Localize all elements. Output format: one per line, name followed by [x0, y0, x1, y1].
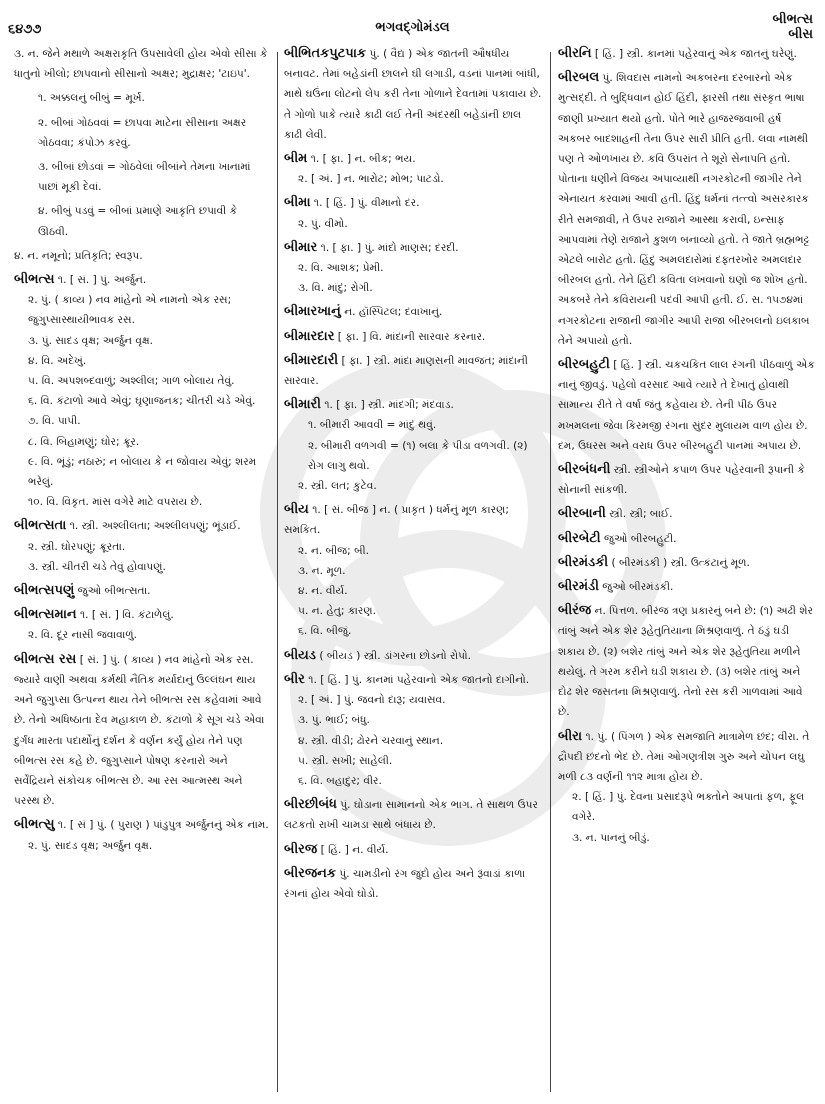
definition-text: ૧. [ સં. ] વિ. કંટાળેલું.	[79, 609, 174, 622]
entry-first-line	[284, 302, 542, 322]
definition-text: [ હિં. ] સ્ત્રી. ચકચકિત લાલ રંગની પીઠવાળું એક નાનું જીવડું. પહેલો વરસાદ આવે ત્યારે તે દેખાતું હોવાથી સામાન્ય રીતે તે વર્ષા જંતુ કહેવાય છે. તેની પીઠ ઉપર મખમલના જેવા કિરમજી રંગના સુંદર મુલાયમ વાળ હોય છે. દમ, ઉધરસ અને વરાધ ઉપર બીરબહુટી પાનમાં અપાય છે.	[558, 359, 815, 452]
definition-text: ૪. ન. નમૂનો; પ્રતિકૃતિ; સ્વરૂપ.	[14, 249, 143, 262]
entry-first-line	[558, 44, 816, 64]
column-3	[558, 44, 816, 1098]
numbered-sense: ૨. પું. સાદડ વૃક્ષ; અર્જુન વૃક્ષ.	[28, 839, 153, 852]
headword: બીભત્સુ	[14, 817, 55, 833]
definition-text: પું. ચામડીનો રંગ જુદો હોય અને રૂંવાડાં કાળા રંગનાં હોય એવો ઘોડો.	[284, 867, 526, 900]
entry-first-line	[284, 500, 542, 540]
entry-first-line	[14, 246, 270, 266]
numbered-sense: ૪. સ્ત્રી. વીડી; ઢોરને ચરવાનું સ્થાન.	[298, 734, 444, 747]
dictionary-entry	[14, 157, 270, 197]
page-number: ૬૪૭૭	[8, 22, 42, 37]
definition-text: પું. ( વૈદ્ય ) એક જાતની ઔષધીય બનાવટ. તેમાં બહેડાંની છાલને ઘી લગાડી, વડનાં પાનમાં બાંધી, માથે ઘઉંના લોટનો લેપ કરી તેના ગોળાને દેવતામાં પકાવાય છે. તે ગોળો પાકે ત્યારે કાઢી લઈ તેની અંદરથી બહેડાંની છાલ કાઢી લેવી.	[284, 48, 542, 141]
dictionary-entry	[284, 302, 542, 322]
entry-first-line	[284, 864, 542, 904]
dictionary-entry	[284, 149, 542, 189]
entry-first-line	[14, 650, 270, 812]
definition-text: જુઓ બીરમંડકી.	[602, 581, 674, 594]
numbered-sense: ૩. પું. સાદડ વૃક્ષ; અર્જુન વૃક્ષ.	[28, 334, 154, 347]
definition-text: પું. ઘોડાના સામાનનો એક ભાગ. તે સાથળ ઉપર લટકતો રાખી ચામડા સાથે બંધાય છે.	[284, 799, 539, 832]
page-header	[0, 0, 825, 42]
numbered-sense: ૩. ન. મૂળ.	[298, 564, 346, 577]
dictionary-entry	[284, 646, 542, 666]
dictionary-entry	[284, 840, 542, 860]
entry-first-line	[14, 815, 270, 835]
numbered-sense: ૨. વિ. દૂર નાસી જવાવાળું.	[28, 629, 137, 642]
column-1	[14, 44, 270, 1098]
headword: બીરમંડી	[558, 579, 599, 595]
dictionary-entry	[558, 460, 816, 500]
dictionary-entry	[558, 68, 816, 351]
numbered-sense: ૯. વિ. ભૂંડું; નઠારું; ન બોલાય કે ન જોવાય એવું; શરમ ભરેલું.	[28, 455, 257, 489]
dictionary-entry	[14, 88, 270, 108]
numbered-sense: ૩. વિ. માંદું; રોગી.	[298, 282, 373, 295]
dictionary-entry	[284, 500, 542, 641]
numbered-sense: ૬. વિ. બીજું.	[298, 625, 352, 638]
definition-text: સ્ત્રી. સ્ત્રી; બાઈ.	[609, 508, 673, 521]
headword: બીભત્સ	[14, 272, 55, 288]
headword: બીભત્સતા	[14, 518, 67, 534]
numbered-sense: ૭. વિ. પાપી.	[28, 415, 81, 428]
numbered-sense: ૫. સ્ત્રી. સખી; સાહેલી.	[298, 754, 393, 767]
entry-first-line	[284, 646, 542, 666]
entry-first-line	[284, 193, 542, 213]
entry-first-line	[14, 157, 270, 197]
numbered-sense: ૨. [ અં. ] ન. ભારોટ; મોભ; પાટડો.	[298, 173, 444, 186]
definition-text: [ ફા. ] વિ. માંદાની સારવાર કરનાર.	[337, 330, 486, 343]
definition-text: ૩. ન. જેને મથાળે અક્ષરાકૃતિ ઉપસાવેલી હોય એવો સીસા કે ધાતુનો ખીલો; છાપવાનો સીસાનો અક્ષર; મુદ્રાક્ષર; 'ટાઇપ'.	[14, 48, 268, 81]
headword: બીરજ	[284, 841, 318, 857]
numbered-sense: ૬. વિ. બહાદુર; વીર.	[298, 774, 382, 787]
entry-first-line	[14, 516, 270, 536]
dictionary-entry	[284, 327, 542, 347]
dictionary-entry	[14, 650, 270, 812]
dictionary-entry	[558, 504, 816, 524]
column-divider	[550, 52, 551, 1092]
dictionary-entry	[14, 516, 270, 577]
dictionary-entry	[558, 601, 816, 722]
numbered-sense: ૨. સ્ત્રી. લત; કુટેવ.	[298, 480, 377, 493]
dictionary-entry	[558, 577, 816, 597]
column-2	[284, 44, 542, 1098]
headword: બીભત્સપણું	[14, 583, 75, 599]
dictionary-entry	[284, 795, 542, 835]
definition-text: ૧. [ સં ] પું. ( પુરાણ ) પાંડુપુત્ર અર્જુનનું એક નામ.	[57, 819, 269, 832]
definition-text: જુઓ બીભત્સતા.	[77, 585, 151, 598]
definition-text: ૩. બીબાં છોડવાં = ગોઠવેલાં બીબાંને તેમના ખાનામાં પાછાં મૂકી દેવાં.	[38, 161, 251, 194]
headword: બીરમંડકી	[558, 554, 609, 570]
definition-text: ( બીયડ઼ ) સ્ત્રી. ડાંગરના છોડનો રોપો.	[319, 649, 471, 662]
entry-first-line	[558, 355, 816, 456]
entry-first-line	[284, 351, 542, 391]
entry-first-line	[14, 88, 270, 108]
headword: બીરજનક	[284, 865, 337, 881]
headword: બીભત્સ રસ	[14, 651, 77, 667]
entry-first-line	[558, 504, 816, 524]
headword: બીમારદાર	[284, 328, 335, 344]
definition-text: ૧. [ સં. ] પું. અર્જુન.	[57, 274, 147, 287]
dictionary-entry	[558, 355, 816, 456]
definition-text: [ હિં. ] ન. વીર્ય.	[320, 843, 389, 856]
headword: બીરંજ	[558, 603, 592, 619]
dictionary-entry	[284, 395, 542, 496]
entry-first-line	[558, 529, 816, 549]
definition-text: [ ફા. ] સ્ત્રી. માંદા માણસની માવજત; માંદાની સારવાર.	[284, 354, 528, 388]
definition-text: ( બીરમંડકી ) સ્ત્રી. ઉત્કંટાનું મૂળ.	[611, 556, 750, 569]
entry-first-line	[284, 149, 542, 169]
headword: બીમારદારી	[284, 352, 339, 368]
definition-text: ૧. [ ફા. ] સ્ત્રી. માંદગી; મંદવાડ.	[324, 399, 454, 412]
dictionary-entry	[14, 44, 270, 84]
dictionary-entry	[14, 270, 270, 512]
headword: બીરનિ	[558, 46, 592, 61]
definition-text: ૧. અક્કલનું બીબું = મૂર્ખ.	[38, 92, 145, 105]
dictionary-entry	[14, 246, 270, 266]
dictionary-entry	[284, 238, 542, 299]
entry-first-line	[284, 327, 542, 347]
definition-text: ન. પિત્તળ. બીરંજ ત્રણ પ્રકારનું બને છે: (૧) અઢી શેર તાંબું અને એક શેર રૂહેતુતિયાના મિશ્રણવાળું. તે ઠંડું ઘડી શકાય છે. (૨) બશેર તાંબું અને એક શેર રૂહેતુતિયા મળીને થયેલું. તે ગરમ કરીને ઘડી શકાય છે. (૩) બશેર તાંબું અને દોઢ શેર જસતના મિશ્રણવાળું. તેનો રસ કરી ગાળવામાં આવે છે.	[558, 605, 813, 719]
headword: બીર	[284, 671, 305, 687]
entry-first-line	[14, 113, 270, 153]
definition-text: ૧. [ હિં. ] પું. કાનમાં પહેરવાનો એક જાતનો દાગીનો.	[308, 673, 530, 686]
headword: બીમારી	[284, 397, 321, 413]
definition-text: [ સં. ] પું. ( કાવ્ય ) નવ માંહેનો એક રસ. જ્યારે વાણી અથવા કર્મથી નૈતિક મર્યાદાનું ઉલ્લંઘન થાય અને જુગુપ્સા ઉત્પન્ન થાય તેને બીભત્સ રસ કહેવામાં આવે છે. તેનો અધિષ્ઠાતા દેવ મહાકાળ છે. કંટાળો કે સૂગ ચડે એવા દુર્ગંધ મારતા પદાર્થોનું દર્શન કે વર્ણન કર્યું હોય તેને પણ બીભત્સ રસ કહે છે. જુગુપ્સાને પોષણ કરનારો અને સર્વેંદ્રિયને સંકોચક બીભત્સ છે. આ રસ આત્મસ્થ અને પરસ્થ છે.	[14, 653, 265, 808]
definition-text: ૧. પું. ( પિંગળ ) એક સમજાતિ માત્રામેળ છંદ; વીરા. તે દ્રૌપદી છંદનો ભેદ છે. તેમાં ઓગણત્રીશ ગુરુ અને ચોપન લઘુ મળી ૮૩ વર્ણની ૧૧૨ માત્રા હોય છે.	[558, 730, 810, 783]
entry-first-line	[558, 460, 816, 500]
entry-first-line	[14, 605, 270, 625]
definition-text: ૧. [ હિં. ] પું. વીમાનો દર.	[313, 197, 420, 210]
numbered-sense: ૨. [ હિં. ] પું. દેવના પ્રસાદરૂપે ભક્તોને અપાતાં ફળ, ફૂલ વગેરે.	[572, 791, 805, 824]
dictionary-entry	[558, 44, 816, 64]
entry-first-line	[558, 553, 816, 573]
headword: બીભત્સમાન	[14, 607, 77, 623]
definition-text: ૧. [ ફા. ] પું. માંદો માણસ; દરદી.	[320, 241, 459, 254]
entry-first-line	[558, 68, 816, 351]
numbered-sense: ૫. વિ. અપશબ્દવાળું; અશ્લીલ; ગાળ બોલાય તેવું.	[28, 375, 235, 388]
idiom-sense: ૧. બીમારી આવવી = માંદું થવું.	[308, 419, 437, 432]
numbered-sense: ૨. ન. બીજ; બી.	[298, 544, 369, 557]
guide-word-last: બીસ	[788, 27, 813, 42]
headword: બીરબંધની	[558, 462, 611, 478]
headword: બીભિતકપુટપાક	[284, 46, 367, 61]
definition-text: ૪. બીબું પડવું = બીબાં પ્રમાણે આકૃતિ છપાવી કે ઊઠવી.	[38, 205, 238, 238]
dictionary-entry	[284, 670, 542, 791]
dictionary-entry	[284, 44, 542, 145]
numbered-sense: ૫. ન. હેતુ; કારણ.	[298, 605, 376, 618]
entry-first-line	[14, 44, 270, 84]
headword: બીરા	[558, 728, 583, 744]
numbered-sense: ૩. ન. પાનનું બીડું.	[572, 831, 650, 844]
entry-first-line	[284, 795, 542, 835]
numbered-sense: ૬. વિ. કંટાળો આવે એવું; ઘૃણાજનક; ચીતરી ચડે એવું.	[28, 395, 256, 408]
entry-first-line	[284, 44, 542, 145]
numbered-sense: ૪. વિ. અદેખું.	[28, 354, 87, 367]
headword: બીમારખાનું	[284, 304, 341, 320]
headword: બીય	[284, 502, 309, 518]
numbered-sense: ૮. વિ. બિહામણું; ઘોર; ક્રૂર.	[28, 435, 140, 448]
dictionary-entry	[14, 605, 270, 645]
column-divider	[277, 52, 278, 1092]
definition-text: સ્ત્રી. સ્ત્રીઓને કપાળ ઉપર પહેરવાની રૂપાની કે સોનાની સાંકળી.	[558, 464, 805, 497]
definition-text: પું. શિવદાસ નામનો અકબરના દરબારનો એક મુત્સદ્દી. તે બુદ્ધિવાન હોઈ હિંદી, ફારસી તથા સંસ્કૃત ભાષા જાણી પ્રખ્યાત થયો હતો. પોતે ભારે હાજરજવાબી હર્ષ અકબર બાદશાહની તેના ઉપર સારી પ્રીતિ હતી. લવા નામથી પણ તે ઓળખાય છે. કવિ ઉપરાંત તે શૂરો સેનાપતિ હતો. પોતાના ધણીને વિજય અપાવ્યાથી નગરકોટની જાગીર તેને એનાયત કરવામાં આવી હતી. હિંદુ ધર્મનાં તત્ત્વો અસરકારક રીતે સમજાવી, તે ઉપર રાજાને આસ્થા કરાવી, ઇન્સાફ આપવામાં તેણે રાજાને કુશળ બનાવ્યો હતો. તે જાતે બ્રહ્મભટ્ટ એટલે બારોટ હતો. હિંદુ અમલદારોમાં દફ્તરખોર અમલદાર બીરબલ હતો. તેને હિંદી કવિતા લખવાનો ઘણો જ શોખ હતો. અકબરે તેને કવિરાયની પદવી આપી હતી. ઈ. સ. ૧૫૭૪માં નગરકોટના રાજાની જાગીર આપી રાજા બીરબલનો ઇલકાબ તેને અપાયો હતો.	[558, 72, 810, 347]
numbered-sense: ૨. વિ. આશક; પ્રેમી.	[298, 262, 384, 275]
running-title: ભગવદ્ગોમંડલ	[375, 20, 450, 35]
definition-text: ૨. બીબાં ગોઠવવાં = છાપવા માટેના સીસાના અક્ષર ગોઠવવા; કંપોઝ કરવું.	[38, 116, 247, 149]
headword: બીયડ	[284, 647, 316, 663]
definition-text: ૧. સ્ત્રી. અશ્લીલતા; અશ્લીલપણું; ભૂંડાઈ.	[69, 520, 241, 533]
definition-text: ૧. [ ફા. ] ન. બીક; ભય.	[310, 153, 416, 166]
headword: બીરબહુટી	[558, 357, 610, 373]
dictionary-entry	[14, 113, 270, 153]
entry-first-line	[14, 581, 270, 601]
entry-first-line	[558, 577, 816, 597]
idiom-sense: ૨. બીમારી વળગવી = (૧) બલા કે પીડા વળગવી. (૨) રોગ લાગુ થવો.	[308, 439, 528, 472]
dictionary-entry	[14, 201, 270, 241]
entry-first-line	[284, 670, 542, 690]
dictionary-entry	[14, 815, 270, 855]
dictionary-entry	[558, 529, 816, 549]
numbered-sense: ૩. પું. ભાઈ; બંધુ.	[298, 714, 370, 727]
headword: બીરબલ	[558, 70, 600, 86]
dictionary-entry	[284, 864, 542, 904]
numbered-sense: ૨. [ અં. ] પું. જવનો દારૂ; યવાસવ.	[298, 694, 446, 707]
numbered-sense: ૪. ન. વીર્ય.	[298, 585, 348, 598]
dictionary-entry	[14, 581, 270, 601]
entry-first-line	[14, 201, 270, 241]
guide-word-first: બીભત્સ	[772, 12, 813, 27]
entry-first-line	[558, 727, 816, 788]
numbered-sense: ૨. પું. વીમો.	[298, 217, 348, 230]
guide-words	[772, 12, 813, 42]
entry-first-line	[558, 601, 816, 722]
definition-text: ૧. [ સં. બીજ ] ન. ( પ્રાકૃત ) ધર્મનું મૂળ કારણ; સમકિત.	[284, 504, 509, 537]
headword: બીમ	[284, 151, 308, 167]
headword: બીરબાની	[558, 506, 606, 522]
numbered-sense: ૧૦. વિ. વિકૃત. માંસ વગેરે માટે વપરાય છે.	[28, 496, 203, 509]
dictionary-entry	[558, 727, 816, 848]
entry-first-line	[14, 270, 270, 290]
headword: બીમાર	[284, 239, 318, 255]
dictionary-entry	[284, 193, 542, 233]
entry-first-line	[284, 840, 542, 860]
numbered-sense: ૨. પું. ( કાવ્ય ) નવ માંહેનો એ નામનો એક રસ; જુગુપ્સાસ્થાયીભાવક રસ.	[28, 294, 232, 327]
definition-text: જુઓ બીરબહુટી.	[603, 532, 677, 545]
entry-first-line	[284, 395, 542, 415]
dictionary-entry	[284, 351, 542, 391]
numbered-sense: ૩. સ્ત્રી. ચીતરી ચડે તેવું હોવાપણું.	[28, 560, 166, 573]
definition-text: ન. હૉસ્પિટલ; દવાખાનું.	[344, 306, 443, 319]
entry-first-line	[284, 238, 542, 258]
headword: બીમા	[284, 195, 311, 211]
headword: બીરબેટી	[558, 530, 601, 546]
definition-text: [ હિં. ] સ્ત્રી. કાનમાં પહેરવાનું એક જાતનું ઘરેણું.	[594, 48, 797, 60]
dictionary-entry	[558, 553, 816, 573]
headword: બીરછીબંધ	[284, 797, 337, 813]
numbered-sense: ૨. સ્ત્રી. ઘોરપણું; ક્રૂરતા.	[28, 540, 126, 553]
